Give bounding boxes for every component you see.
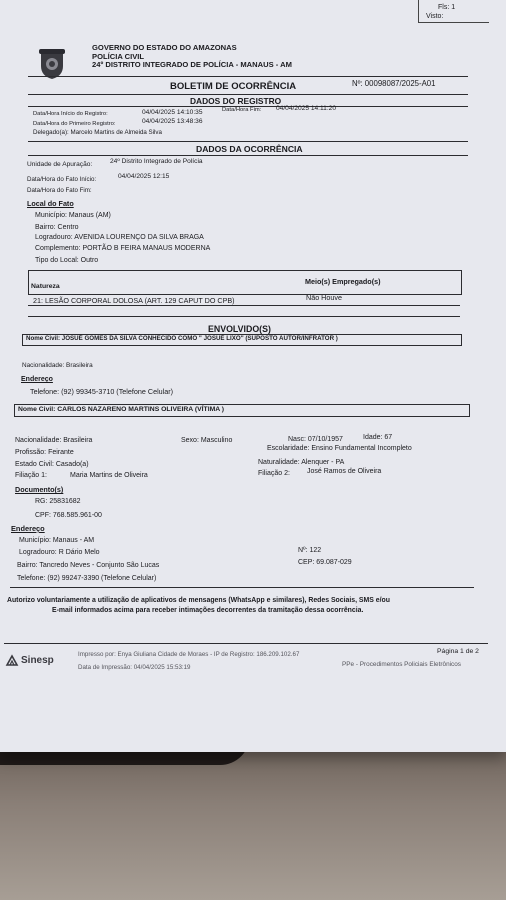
fato-inicio-label: Data/Hora do Fato Início: <box>27 176 97 183</box>
natureza-meio: Não Houve <box>306 293 342 302</box>
vitima-estado-civil: Estado Civil: Casado(a) <box>15 461 89 468</box>
registro-delegado: Delegado(a): Marcelo Martins de Almeida Silva <box>33 129 162 136</box>
footer-sistema: PPe - Procedimentos Policiais Eletrônicos <box>342 661 461 668</box>
autor-nacionalidade: Nacionalidade: Brasileira <box>22 362 93 369</box>
vitima-filiacao2: José Ramos de Oliveira <box>307 468 382 475</box>
vitima-filiacao1-label: Filiação 1: <box>15 472 47 479</box>
local-tipo: Tipo do Local: Outro <box>35 257 99 264</box>
natureza-header-box <box>28 270 462 295</box>
autorizo-line2: E-mail informados acima para receber intimações decorrentes da tramitação dessa ocorrência. <box>52 607 364 614</box>
vitima-cpf: CPF: 768.585.961-00 <box>35 512 102 519</box>
registro-heading: DADOS DO REGISTRO <box>190 96 282 106</box>
stamp-visto: Visto: <box>426 13 444 20</box>
autorizo-line1: Autorizo voluntariamente a utilização de aplicativos de mensagens (WhatsApp e similares), Redes Sociais, SMS e/ou <box>7 597 390 604</box>
sinesp-logo-icon <box>5 654 19 668</box>
natureza-item: 21: LESÃO CORPORAL DOLOSA (ART. 129 CAPUT DO CPB) <box>33 296 235 305</box>
autor-nome: Nome Civil: JOSUÉ GOMES DA SILVA CONHECIDO COMO " JOSUÉ LIXO" (SUPOSTO AUTOR/INFRATOR ) <box>26 335 338 342</box>
header-government: GOVERNO DO ESTADO DO AMAZONAS <box>92 43 237 52</box>
fato-fim-label: Data/Hora do Fato Fim: <box>27 187 92 194</box>
document-title: BOLETIM DE OCORRÊNCIA <box>170 81 297 92</box>
registro-fim-label: Data/Hora Fim: <box>222 107 262 113</box>
registro-primeiro-label: Data/Hora do Primeiro Registro: <box>33 121 116 127</box>
natureza-col-meio: Meio(s) Empregado(s) <box>305 277 381 286</box>
local-logradouro: Logradouro: AVENIDA LOURENÇO DA SILVA BRAGA <box>35 234 204 241</box>
vitima-telefone: Telefone: (92) 99247-3390 (Telefone Celular) <box>17 575 157 582</box>
divider <box>28 76 468 77</box>
vitima-idade: Idade: 67 <box>363 434 393 441</box>
autor-telefone: Telefone: (92) 99345-3710 (Telefone Celular) <box>30 387 174 396</box>
divider <box>28 141 468 142</box>
vitima-logradouro: Logradouro: R Dário Melo <box>19 549 100 556</box>
vitima-filiacao2-label: Filiação 2: <box>258 470 290 477</box>
divider <box>4 643 488 644</box>
vitima-rg: RG: 25831682 <box>35 498 81 505</box>
unidade-value: 24º Distrito Integrado de Polícia <box>110 158 203 165</box>
vitima-bairro: Bairro: Tancredo Neves - Conjunto São Lucas <box>17 562 160 569</box>
vitima-profissao: Profissão: Feirante <box>15 449 74 456</box>
footer-data-impressao: Data de Impressão: 04/04/2025 15:53:19 <box>78 664 191 671</box>
ocorrencia-heading: DADOS DA OCORRÊNCIA <box>196 144 303 154</box>
registro-primeiro-value: 04/04/2025 13:48:36 <box>142 118 203 125</box>
local-complemento: Complemento: PORTÃO B FEIRA MANAUS MODERNA <box>35 245 211 252</box>
vitima-nasc: Nasc: 07/10/1957 <box>288 436 343 443</box>
vitima-cep: CEP: 69.087-029 <box>298 559 352 566</box>
vitima-endereco-heading: Endereço <box>11 524 45 533</box>
stamp-fls: Fls: 1 <box>438 4 456 11</box>
documentos-heading: Documento(s) <box>15 485 64 494</box>
autor-endereco-heading: Endereço <box>21 376 53 383</box>
local-bairro: Bairro: Centro <box>35 224 79 231</box>
police-crest-icon <box>37 46 67 80</box>
divider <box>28 316 460 317</box>
sinesp-logo-text: Sinesp <box>21 655 54 666</box>
vitima-nome: Nome Civil: CARLOS NAZARENO MARTINS OLIVEIRA (VÍTIMA ) <box>18 406 225 413</box>
divider <box>10 587 474 588</box>
vitima-municipio: Município: Manaus - AM <box>19 537 95 544</box>
fato-inicio-value: 04/04/2025 12:15 <box>118 173 170 180</box>
vitima-sexo: Sexo: Masculino <box>181 437 233 444</box>
registro-fim-value: 04/04/2025 14:11:20 <box>276 105 337 112</box>
vitima-naturalidade: Naturalidade: Alenquer - PA <box>258 459 345 466</box>
divider <box>28 305 460 306</box>
unidade-label: Unidade de Apuração: <box>27 161 93 168</box>
registro-inicio-label: Data/Hora Início do Registro: <box>33 111 108 117</box>
header-policia: POLÍCIA CIVIL <box>92 52 145 61</box>
divider <box>28 155 468 156</box>
divider <box>28 94 468 95</box>
vitima-numero: Nº: 122 <box>298 547 322 554</box>
envolvidos-heading: ENVOLVIDO(S) <box>208 324 271 334</box>
registro-inicio-value: 04/04/2025 14:10:35 <box>142 109 203 116</box>
natureza-col-natureza: Natureza <box>31 283 60 290</box>
header-distrito: 24º DISTRITO INTEGRADO DE POLÍCIA - MANAUS - AM <box>92 60 292 69</box>
footer-pagina: Página 1 de 2 <box>437 648 479 655</box>
vitima-nacionalidade: Nacionalidade: Brasileira <box>15 437 93 444</box>
footer-impresso: Impresso por: Enya Giuliana Cidade de Moraes - IP de Registro: 186.209.102.67 <box>78 651 300 658</box>
document-number: Nº: 00098087/2025-A01 <box>352 79 436 88</box>
vitima-escolaridade: Escolaridade: Ensino Fundamental Incompleto <box>267 445 412 452</box>
vitima-filiacao1: Maria Martins de Oliveira <box>70 472 148 479</box>
local-heading: Local do Fato <box>27 199 74 208</box>
local-municipio: Município: Manaus (AM) <box>35 212 111 219</box>
